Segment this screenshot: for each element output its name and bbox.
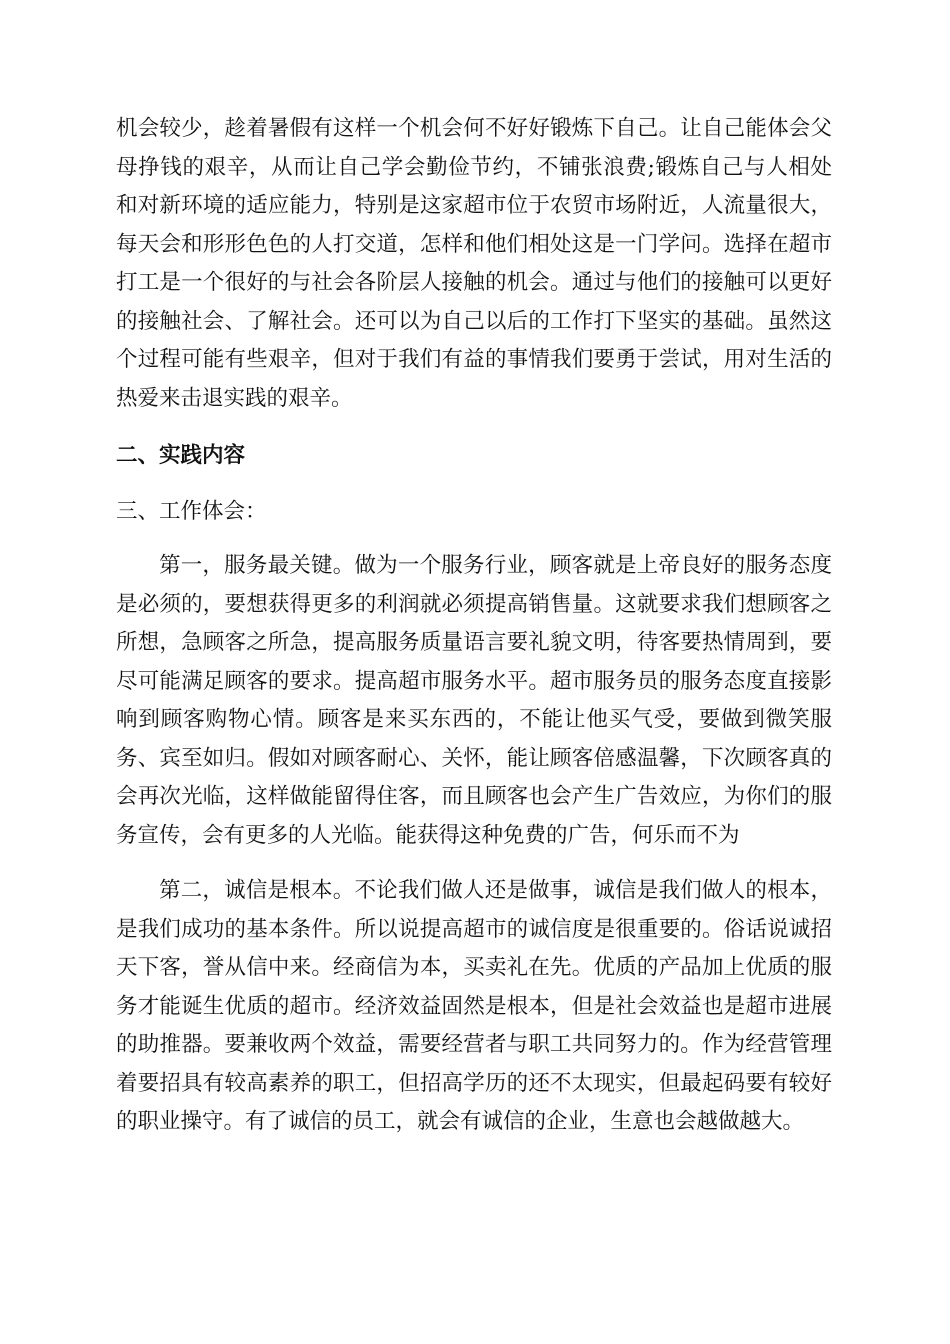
point-one-paragraph: 第一，服务最关键。做为一个服务行业，顾客就是上帝良好的服务态度是必须的，要想获得更多的利润就必须提高销售量。这就要求我们想顾客之所想，急顾客之所急，提高服务质量语言要礼貌文明，待客要热情周到，要尽可能满足顾客的要求。提高超市服务水平。超市服务员的服务态度直接影响到顾客购物心情。顾客是来买东西的，不能让他买气受，要做到微笑服务、宾至如归。假如对顾客耐心、关怀，能让顾客倍感温馨，下次顾客真的会再次光临，这样做能留得住客，而且顾客也会产生广告效应，为你们的服务宣传，会有更多的人光临。能获得这种免费的广告，何乐而不为 [116, 553, 832, 848]
section-two-heading: 二、实践内容 [116, 443, 246, 468]
section-three-heading: 三、工作体会： [116, 498, 267, 524]
intro-paragraph: 机会较少，趁着暑假有这样一个机会何不好好锻炼下自己。让自己能体会父母挣钱的艰辛，从而让自己学会勤俭节约，不铺张浪费;锻炼自己与人相处和对新环境的适应能力，特别是这家超市位于农贸市场附近，人流量很大，每天会和形形色色的人打交道，怎样和他们相处这是一门学问。选择在超市打工是一个很好的与社会各阶层人接触的机会。通过与他们的接触可以更好的接触社会、了解社会。还可以为自己以后的工作打下坚实的基础。虽然这个过程可能有些艰辛，但对于我们有益的事情我们要勇于尝试，用对生活的热爱来击退实践的艰辛。 [116, 116, 832, 411]
point-two-paragraph: 第二，诚信是根本。不论我们做人还是做事，诚信是我们做人的根本，是我们成功的基本条件。所以说提高超市的诚信度是很重要的。俗话说诚招天下客，誉从信中来。经商信为本，买卖礼在先。优质的产品加上优质的服务才能诞生优质的超市。经济效益固然是根本，但是社会效益也是超市进展的助推器。要兼收两个效益，需要经营者与职工共同努力的。作为经营管理着要招具有较高素养的职工，但招高学历的还不太现实，但最起码要有较好的职业操守。有了诚信的员工，就会有诚信的企业，生意也会越做越大。 [116, 878, 832, 1134]
document-body [116, 110, 832, 1142]
